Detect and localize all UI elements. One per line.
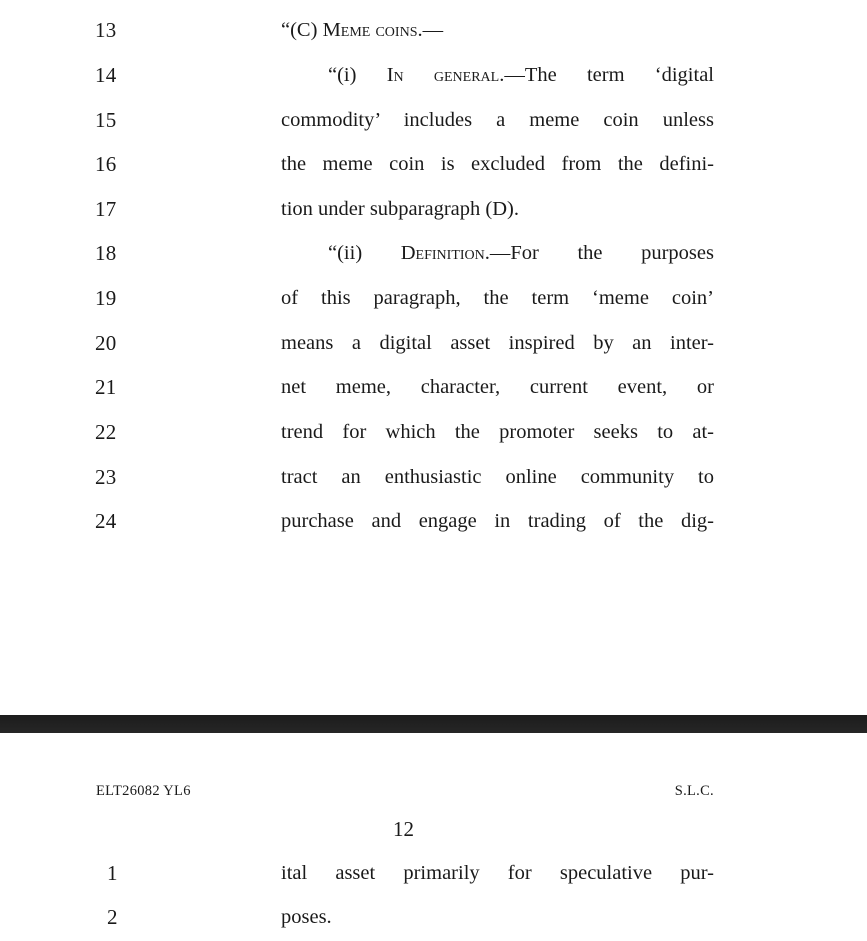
line-text: of this paragraph, the term ‘meme coin’	[281, 287, 714, 309]
line-14	[0, 60, 867, 90]
line-text: trend for which the promoter seeks to at-	[281, 421, 714, 443]
line-number: 15	[95, 108, 117, 132]
line-number: 19	[95, 286, 117, 310]
line-number: 17	[95, 197, 117, 221]
line-2	[0, 902, 867, 932]
line-text: commodity’ includes a meme coin unless	[281, 109, 714, 131]
line-number: 1	[107, 861, 118, 885]
line-16	[0, 149, 867, 179]
line-23	[0, 462, 867, 492]
clause-ii-heading: “(ii) Definition.—For the purposes	[328, 242, 714, 264]
line-20	[0, 328, 867, 358]
page-number: 12	[393, 817, 414, 841]
line-17	[0, 194, 867, 224]
line-21	[0, 372, 867, 402]
line-18	[0, 238, 867, 268]
line-1	[0, 858, 867, 888]
line-number: 21	[95, 375, 117, 399]
subparagraph-c-heading: “(C) Meme coins.—	[281, 19, 444, 41]
line-text: poses.	[281, 906, 332, 928]
line-number: 24	[95, 509, 117, 533]
page-separator	[0, 715, 867, 733]
line-number: 23	[95, 465, 117, 489]
line-text: purchase and engage in trading of the dig-	[281, 510, 714, 532]
line-number: 18	[95, 241, 117, 265]
line-text: ital asset primarily for speculative pur-	[281, 862, 714, 884]
line-number: 14	[95, 63, 117, 87]
clause-i-heading: “(i) In general.—The term ‘digital	[328, 64, 714, 86]
line-13	[0, 15, 867, 45]
line-number: 13	[95, 18, 117, 42]
line-text: the meme coin is excluded from the defini-	[281, 153, 714, 175]
line-text: net meme, character, current event, or	[281, 376, 714, 398]
line-number: 2	[107, 905, 118, 929]
line-number: 20	[95, 331, 117, 355]
line-number: 16	[95, 152, 117, 176]
line-text: tion under subparagraph (D).	[281, 198, 519, 220]
line-15	[0, 105, 867, 135]
line-19	[0, 283, 867, 313]
document-id: ELT26082 YL6	[96, 783, 191, 799]
line-22	[0, 417, 867, 447]
line-text: tract an enthusiastic online community to	[281, 466, 714, 488]
line-number: 22	[95, 420, 117, 444]
document-marker: S.L.C.	[674, 783, 714, 799]
line-text: means a digital asset inspired by an inter-	[281, 332, 714, 354]
line-24	[0, 506, 867, 536]
